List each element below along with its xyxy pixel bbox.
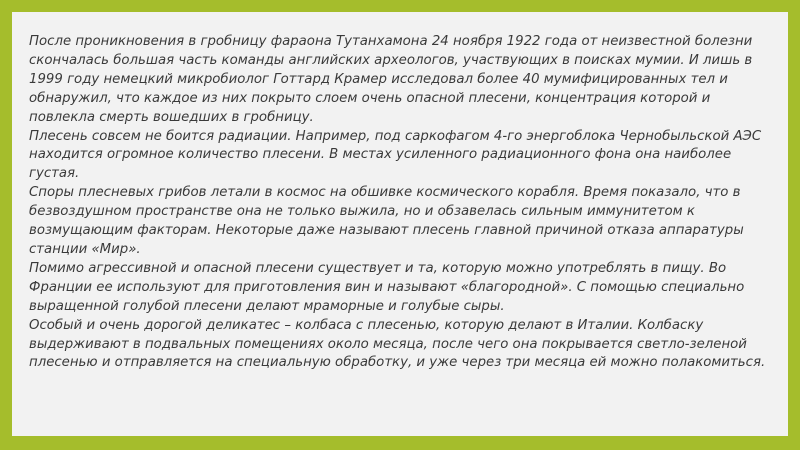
paragraph-radiation: Плесень совсем не боится радиации. Например, под саркофагом 4-го энергоблока Чернобыльской АЭС находится огромное количество плесени. В местах усиленного радиационного фона она наиболее густая. bbox=[29, 128, 762, 182]
paragraph-tutankhamun: После проникновения в гробницу фараона Тутанхамона 24 ноября 1922 года от неизвестной болезни скончалась большая часть команды английских археологов, участвующих в поисках мумии. И лишь в 1999 году немецкий микробиолог Готтард Крамер исследовал более 40 мумифицированных тел и обнаружил, что каждое из них покрыто слоем очень опасной плесени, концентрация которой и повлекла смерть вошедших в гробницу. bbox=[29, 34, 753, 125]
paragraph-food: Помимо агрессивной и опасной плесени существует и та, которую можно употреблять в пищу. Во Франции ее используют для приготовления вин и называют «благородной». С помощью специально выращенной голубой плесени делают мраморные и голубые сыры. bbox=[29, 260, 745, 314]
slide-text-block bbox=[29, 33, 777, 373]
slide bbox=[12, 12, 788, 436]
paragraph-sausage: Особый и очень дорогой деликатес – колбаса с плесенью, которую делают в Италии. Колбаску выдерживают в подвальных помещениях около месяца, после чего она покрывается светло-зеленой плесенью и отправляется на специальную обработку, и уже через три месяца ей можно полакомиться. bbox=[29, 317, 766, 371]
paragraph-space: Споры плесневых грибов летали в космос на обшивке космического корабля. Время показало, что в безвоздушном пространстве она не только выжила, но и обзавелась сильным иммунитетом к возмущающим факторам. Некоторые даже называют плесень главной причиной отказа аппаратуры станции «Мир». bbox=[29, 185, 744, 257]
